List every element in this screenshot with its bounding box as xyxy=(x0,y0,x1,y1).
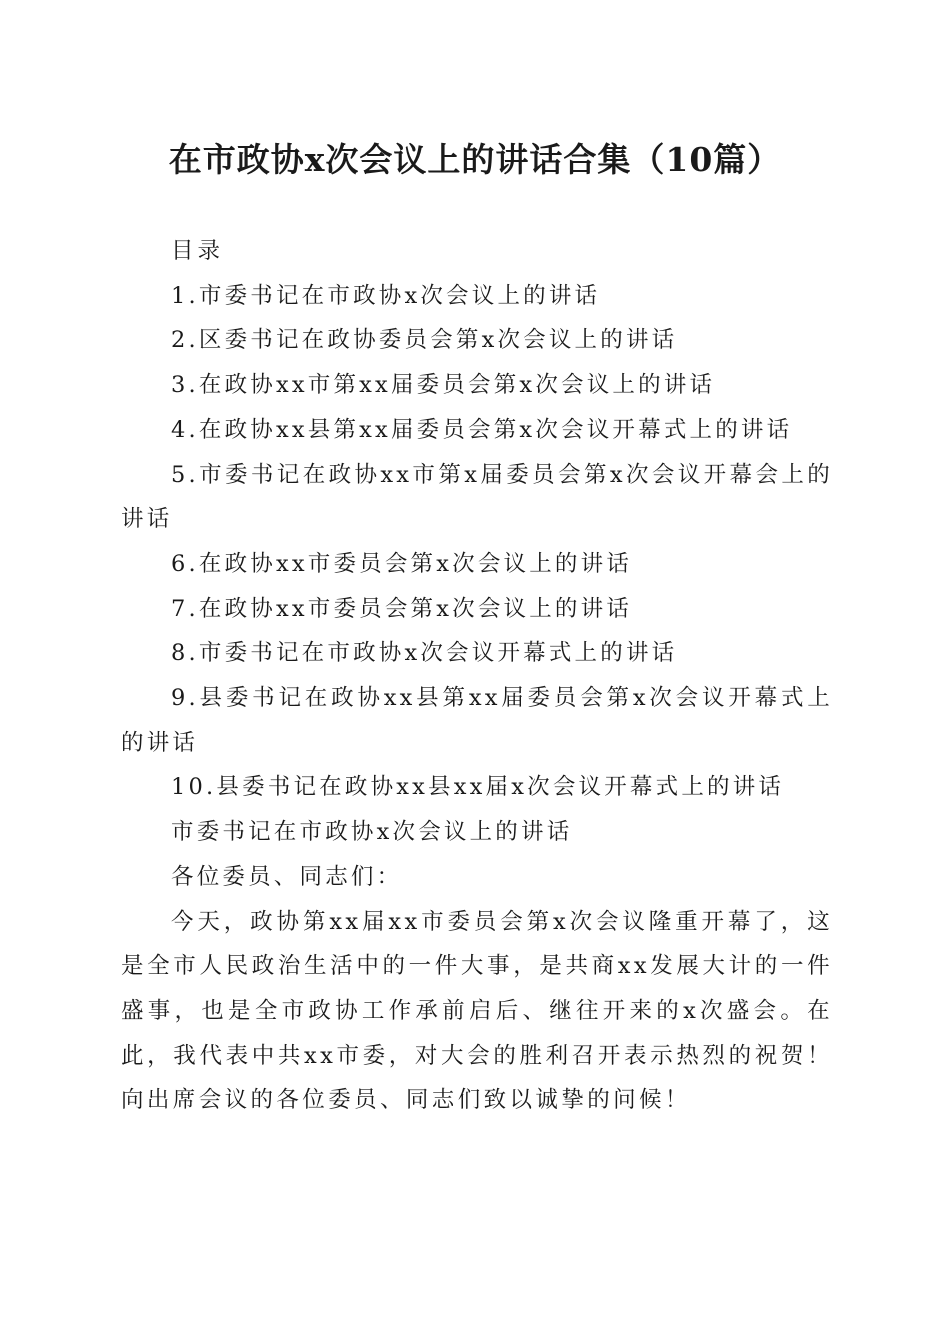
toc-item: 5.市委书记在政协xx市第x届委员会第x次会议开幕会上的讲话 xyxy=(121,461,833,533)
toc-item: 7.在政协xx市委员会第x次会议上的讲话 xyxy=(171,595,633,622)
toc-item: 8.市委书记在市政协x次会议开幕式上的讲话 xyxy=(171,640,678,667)
section-title: 市委书记在市政协x次会议上的讲话 xyxy=(171,819,573,846)
toc-item: 3.在政协xx市第xx届委员会第x次会议上的讲话 xyxy=(171,372,716,399)
salutation: 各位委员、同志们： xyxy=(171,863,403,890)
body-paragraph: 今天，政协第xx届xx市委员会第x次会议隆重开幕了，这是全市人民政治生活中的一件大事，是共商xx发展大计的一件盛事，也是全市政协工作承前启后、继往开来的x次盛会。在此，我代表中共xx市委，对大会的胜利召开表示热烈的祝贺！向出席会议的各位委员、同志们致以诚挚的问候！ xyxy=(121,908,833,1114)
document-body xyxy=(121,229,833,1123)
toc-item: 4.在政协xx县第xx届委员会第x次会议开幕式上的讲话 xyxy=(171,416,793,443)
toc-item: 9.县委书记在政协xx县第xx届委员会第x次会议开幕式上的讲话 xyxy=(121,685,833,756)
toc-item: 10.县委书记在政协xx县xx届x次会议开幕式上的讲话 xyxy=(171,774,785,801)
document-title: 在市政协x次会议上的讲话合集（10篇） xyxy=(168,140,782,179)
toc-item: 2.区委书记在政协委员会第x次会议上的讲话 xyxy=(171,327,678,354)
toc-item: 1.市委书记在市政协x次会议上的讲话 xyxy=(171,282,601,309)
toc-heading: 目录 xyxy=(171,238,225,264)
toc-item: 6.在政协xx市委员会第x次会议上的讲话 xyxy=(171,550,633,577)
